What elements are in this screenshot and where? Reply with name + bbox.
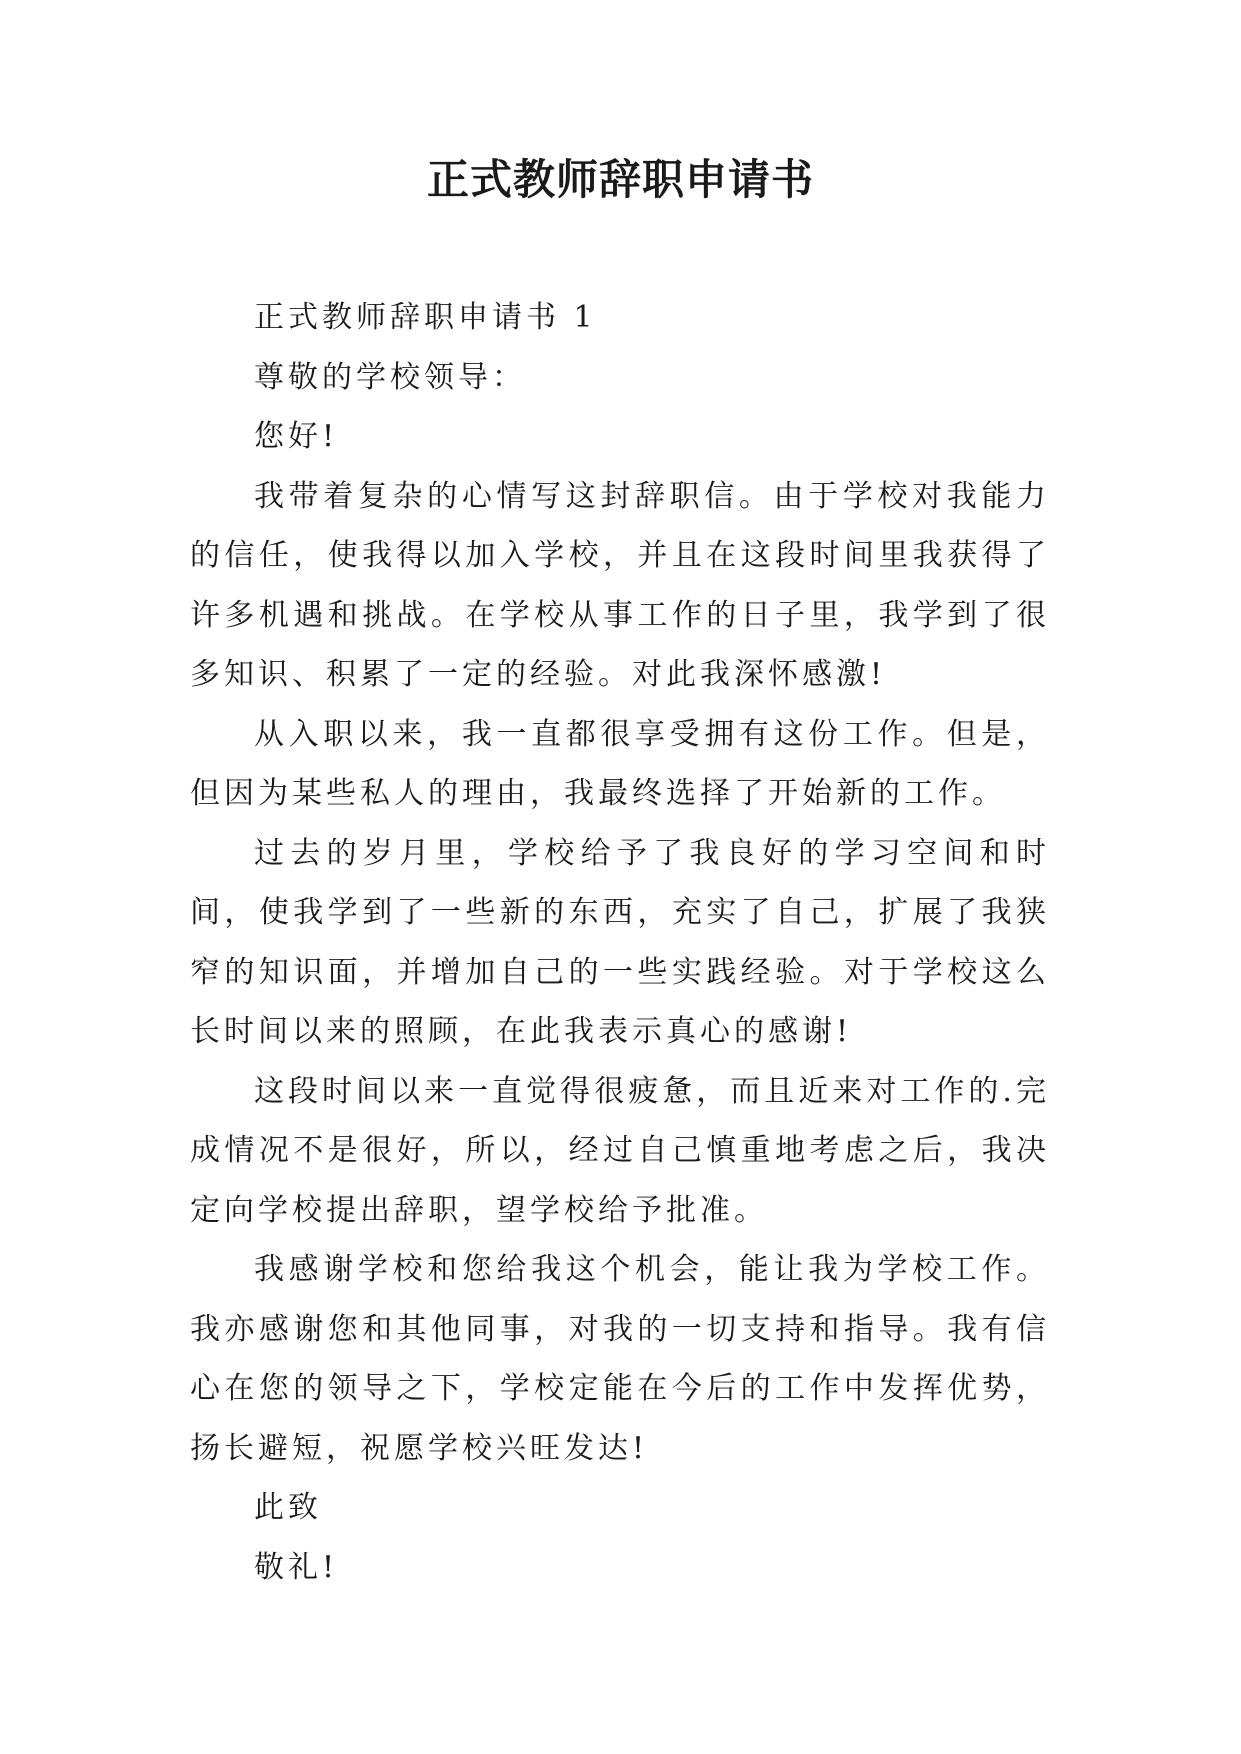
greeting: 您好! bbox=[254, 419, 339, 454]
closing: 此致 bbox=[254, 1490, 322, 1525]
document-title: 正式教师辞职申请书 bbox=[426, 155, 814, 204]
document-subtitle: 正式教师辞职申请书 1 bbox=[254, 300, 597, 335]
body-paragraph: 我带着复杂的心情写这封辞职信。由于学校对我能力的信任，使我得以加入学校，并且在这段时间里我获得了许多机遇和挑战。在学校从事工作的日子里，我学到了很多知识、积累了一定的经验。对此我深怀感激! bbox=[190, 478, 1050, 692]
body-paragraph: 从入职以来，我一直都很享受拥有这份工作。但是，但因为某些私人的理由，我最终选择了开始新的工作。 bbox=[190, 716, 1050, 811]
salutation: 尊敬的学校领导： bbox=[254, 359, 526, 395]
body-paragraph: 我感谢学校和您给我这个机会，能让我为学校工作。我亦感谢您和其他同事，对我的一切支持和指导。我有信心在您的领导之下，学校定能在今后的工作中发挥优势，扬长避短，祝愿学校兴旺发达! bbox=[190, 1252, 1050, 1466]
regards: 敬礼! bbox=[254, 1549, 339, 1585]
body-paragraph: 这段时间以来一直觉得很疲惫，而且近来对工作的.完成情况不是很好，所以，经过自己慎重地考虑之后，我决定向学校提出辞职，望学校给予批准。 bbox=[190, 1073, 1050, 1228]
body-paragraph: 过去的岁月里，学校给予了我良好的学习空间和时间，使我学到了一些新的东西，充实了自己，扩展了我狭窄的知识面，并增加自己的一些实践经验。对于学校这么长时间以来的照顾，在此我表示真心的感谢! bbox=[190, 835, 1050, 1049]
document-body bbox=[190, 288, 1050, 1597]
